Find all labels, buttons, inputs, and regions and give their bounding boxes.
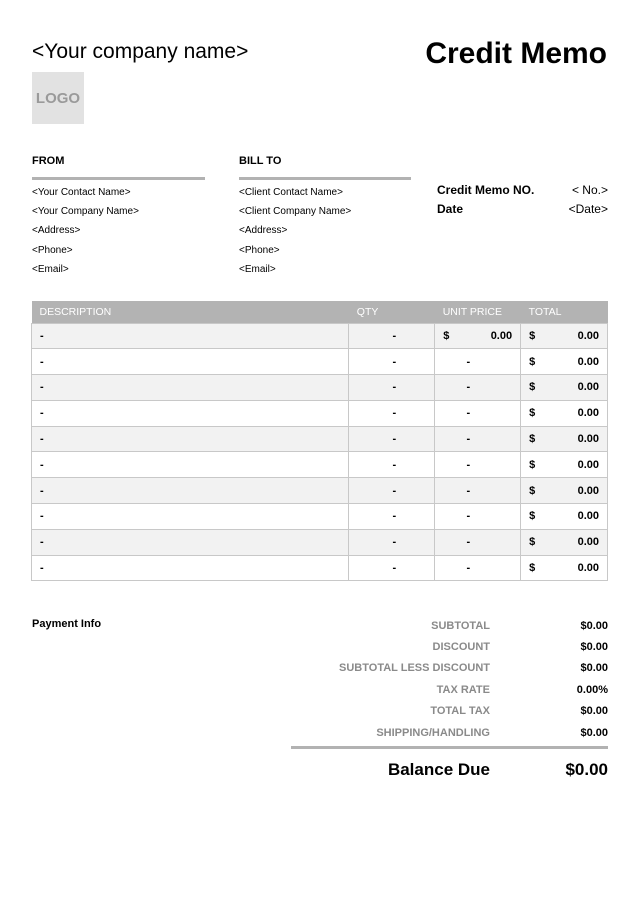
payment-info-label: Payment Info [32, 618, 102, 630]
cell-unit-price[interactable] [435, 400, 521, 426]
cell-unit-price[interactable] [435, 504, 521, 530]
cell-qty[interactable]: - [349, 323, 435, 349]
cell-total[interactable] [521, 529, 608, 555]
memo-number-row [437, 183, 608, 202]
summary-row [300, 658, 608, 679]
cell-qty[interactable]: - [349, 529, 435, 555]
date-row [437, 202, 608, 221]
table-row [32, 478, 608, 504]
total-amount: 0.00 [577, 329, 599, 342]
table-row [32, 555, 608, 581]
date-label: Date [437, 202, 464, 216]
cell-unit-price[interactable] [435, 529, 521, 555]
date-value: <Date> [568, 202, 608, 216]
balance-due-row [291, 760, 608, 780]
from-company-name: <Your Company Name> [32, 206, 139, 218]
cell-qty[interactable]: - [349, 452, 435, 478]
summary-value: $0.00 [580, 726, 608, 739]
summary-value: $0.00 [580, 619, 608, 632]
total-currency-symbol: $ [529, 562, 536, 575]
bill-to-phone: <Phone> [239, 244, 280, 256]
cell-description[interactable]: - [32, 555, 349, 581]
total-amount: 0.00 [577, 536, 599, 549]
cell-description[interactable]: - [32, 504, 349, 530]
cell-qty[interactable]: - [349, 349, 435, 375]
total-amount: 0.00 [577, 458, 599, 471]
table-row [32, 529, 608, 555]
total-currency-symbol: $ [529, 510, 536, 523]
summary-label: TAX RATE [436, 683, 490, 696]
balance-due-value: $0.00 [565, 760, 608, 779]
table-row [32, 349, 608, 375]
table-row [32, 400, 608, 426]
summary-label: TOTAL TAX [430, 705, 490, 718]
bill-to-heading: BILL TO [239, 155, 282, 167]
summary-label: DISCOUNT [432, 641, 490, 654]
total-currency-symbol: $ [529, 407, 536, 420]
cell-unit-price[interactable] [435, 478, 521, 504]
cell-description[interactable]: - [32, 478, 349, 504]
cell-description[interactable]: - [32, 323, 349, 349]
cell-qty[interactable]: - [349, 400, 435, 426]
summary-row [300, 722, 608, 743]
total-amount: 0.00 [577, 355, 599, 368]
cell-total[interactable] [521, 426, 608, 452]
cell-total[interactable] [521, 400, 608, 426]
cell-total[interactable] [521, 375, 608, 401]
cell-unit-price[interactable] [435, 426, 521, 452]
price-amount: - [466, 536, 471, 549]
from-contact-name: <Your Contact Name> [32, 187, 131, 198]
balance-due-label: Balance Due [387, 760, 490, 779]
price-amount: - [466, 510, 471, 523]
bill-to-company-name: <Client Company Name> [239, 206, 352, 218]
table-header-row [32, 301, 608, 323]
cell-description[interactable]: - [32, 452, 349, 478]
summary-label: SHIPPING/HANDLING [376, 726, 490, 739]
memo-meta [437, 183, 608, 221]
from-divider [32, 177, 205, 180]
table-row [32, 375, 608, 401]
cell-unit-price[interactable] [435, 349, 521, 375]
cell-qty[interactable]: - [349, 504, 435, 530]
cell-description[interactable]: - [32, 375, 349, 401]
table-row [32, 504, 608, 530]
total-currency-symbol: $ [529, 329, 536, 342]
cell-total[interactable] [521, 478, 608, 504]
price-currency-symbol: $ [443, 329, 450, 342]
from-phone: <Phone> [32, 244, 73, 256]
price-amount: - [466, 562, 471, 575]
total-currency-symbol: $ [529, 458, 536, 471]
table-row [32, 452, 608, 478]
bill-to-address: <Address> [239, 225, 288, 237]
price-amount: 0.00 [490, 329, 513, 342]
company-name: <Your company name> [32, 40, 249, 63]
cell-unit-price[interactable] [435, 555, 521, 581]
cell-unit-price[interactable] [435, 375, 521, 401]
summary-row [300, 701, 608, 722]
total-currency-symbol: $ [529, 355, 536, 368]
from-address: <Address> [32, 225, 81, 237]
price-amount: - [466, 458, 471, 471]
table-row [32, 426, 608, 452]
header-unit-price: UNIT PRICE [435, 301, 521, 323]
cell-total[interactable] [521, 452, 608, 478]
summary-label: SUBTOTAL LESS DISCOUNT [339, 662, 490, 675]
cell-total[interactable] [521, 555, 608, 581]
price-amount: - [466, 381, 471, 394]
summary-label: SUBTOTAL [431, 619, 490, 632]
total-amount: 0.00 [577, 510, 599, 523]
bill-to-email: <Email> [239, 263, 276, 275]
from-heading: FROM [32, 155, 65, 167]
summary-row [300, 636, 608, 657]
bill-to-contact-name: <Client Contact Name> [239, 187, 343, 198]
header-total: TOTAL [521, 301, 608, 323]
cell-total[interactable] [521, 349, 608, 375]
total-amount: 0.00 [577, 407, 599, 420]
price-amount: - [466, 355, 471, 368]
memo-number-value: < No.> [571, 183, 608, 197]
cell-total[interactable] [521, 504, 608, 530]
from-email: <Email> [32, 263, 69, 275]
cell-qty[interactable]: - [349, 375, 435, 401]
total-currency-symbol: $ [529, 536, 536, 549]
summary-row [300, 679, 608, 700]
logo-placeholder [32, 72, 84, 124]
document-title: Credit Memo [425, 37, 607, 70]
summary-value: 0.00% [576, 683, 608, 696]
logo-text: LOGO [35, 89, 81, 107]
cell-qty[interactable]: - [349, 478, 435, 504]
cell-unit-price[interactable] [435, 323, 521, 349]
total-currency-symbol: $ [529, 484, 536, 497]
summary-value: $0.00 [580, 662, 608, 675]
summary-block [300, 615, 608, 743]
bill-to-details [239, 186, 351, 282]
summary-value: $0.00 [580, 705, 608, 718]
from-details [32, 186, 139, 282]
line-items-table [31, 301, 608, 581]
price-amount: - [466, 407, 471, 420]
memo-number-label: Credit Memo NO. [437, 183, 535, 197]
price-amount: - [466, 433, 471, 446]
total-currency-symbol: $ [529, 433, 536, 446]
cell-description[interactable]: - [32, 426, 349, 452]
total-currency-symbol: $ [529, 381, 536, 394]
price-amount: - [466, 484, 471, 497]
bill-to-divider [239, 177, 411, 180]
summary-row [300, 615, 608, 636]
cell-qty[interactable]: - [349, 555, 435, 581]
total-amount: 0.00 [577, 433, 599, 446]
total-amount: 0.00 [577, 562, 599, 575]
total-amount: 0.00 [577, 381, 599, 394]
header-qty: QTY [349, 301, 435, 323]
table-row [32, 323, 608, 349]
summary-divider [291, 746, 608, 749]
cell-qty[interactable]: - [349, 426, 435, 452]
cell-total[interactable] [521, 323, 608, 349]
cell-description[interactable]: - [32, 400, 349, 426]
header-description: DESCRIPTION [32, 301, 349, 323]
total-amount: 0.00 [577, 484, 599, 497]
cell-unit-price[interactable] [435, 452, 521, 478]
summary-value: $0.00 [580, 641, 608, 654]
cell-description[interactable]: - [32, 349, 349, 375]
cell-description[interactable]: - [32, 529, 349, 555]
